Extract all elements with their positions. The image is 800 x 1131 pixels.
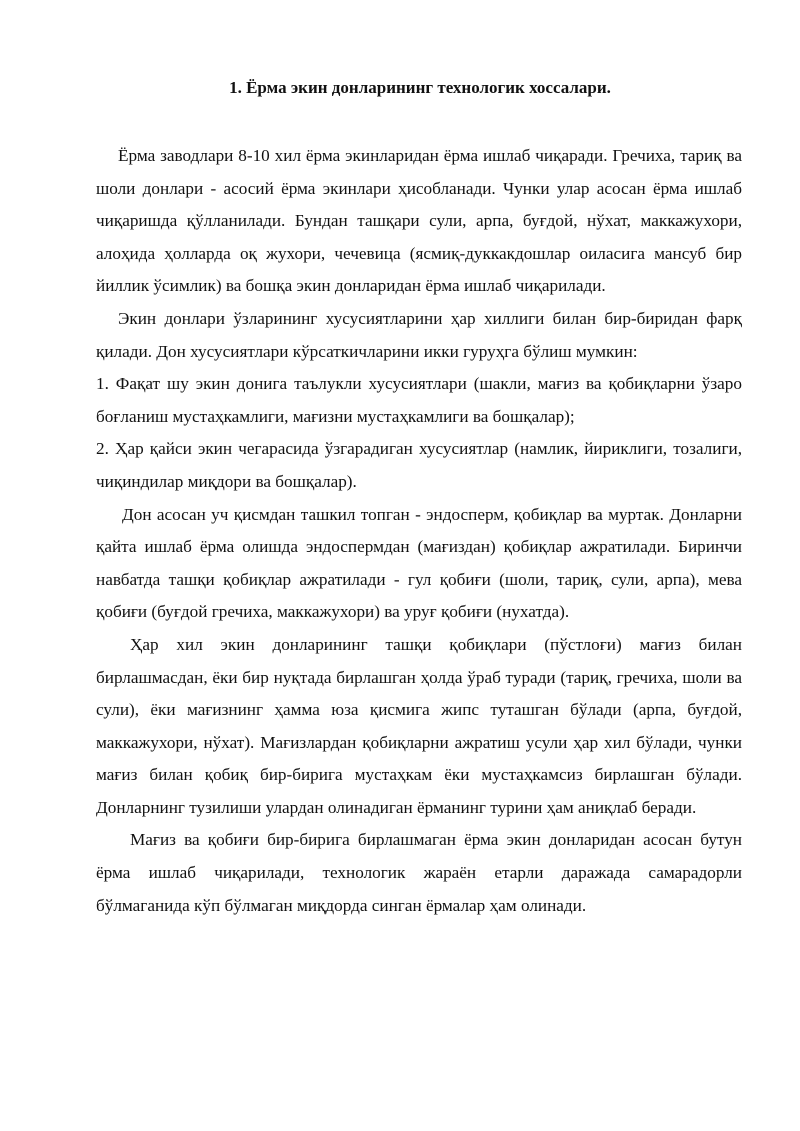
- paragraph-list-item-2: 2. Ҳар қайси экин чегарасида ўзгарадиган хусусиятлар (намлик, йириклиги, тозалиги, чиқиндилар миқдори ва бошқалар).: [96, 439, 742, 491]
- paragraph-whole-groats: Мағиз ва қобиғи бир-бирига бирлашмаган ёрма экин донларидан асосан бутун ёрма ишлаб чиқарилади, технологик жараён етарли даражада самарадорли бўлмаганида кўп бўлмаган миқдорда синган ёрмалар ҳам олинади.: [96, 830, 742, 915]
- paragraph-outer-husks: Ҳар хил экин донларининг ташқи қобиқлари (пўстлоғи) мағиз билан бирлашмасдан, ёки бир нуқтада бирлашган ҳолда ўраб туради (тариқ, гречиха, шоли ва сули), ёки мағизнинг ҳамма юза қисмига жипс туташган бўлади (арпа, буғдой, маккажухори, нўхат). Мағизлардан қобиқларни ажратиш усули ҳар хил бўлади, чунки мағиз билан қобиқ бир-бирига мустаҳкам ёки мустаҳкамсиз бирлашган бўлади. Донларнинг тузилиши улардан олинадиган ёрманинг турини ҳам аниқлаб беради.: [96, 634, 742, 817]
- document-body: [96, 140, 742, 922]
- document-title: 1. Ёрма экин донларининг технологик хоссалари.: [229, 78, 611, 97]
- paragraph-grain-properties: Экин донлари ўзларининг хусусиятларини ҳар хиллиги билан бир-биридан фарқ қилади. Дон хусусиятлари кўрсаткичларини икки гуруҳга бўлиш мумкин:: [96, 308, 742, 361]
- paragraph-grain-mills: Ёрма заводлари 8-10 хил ёрма экинларидан ёрма ишлаб чиқаради. Гречиха, тариқ ва шоли донлари - асосий ёрма экинлари ҳисобланади. Чунки улар асосан ёрма ишлаб чиқаришда қўлланилади. Бундан ташқари сули, арпа, буғдой, нўхат, маккажухори, алоҳида ҳолларда оқ жухори, чечевица (ясмиқ-дуккакдошлар оиласига мансуб бир йиллик ўсимлик) ва бошқа экин донларидан ёрма ишлаб чиқарилади.: [96, 146, 742, 296]
- paragraph-grain-structure: Дон асосан уч қисмдан ташкил топган - эндосперм, қобиқлар ва муртак. Донларни қайта ишлаб ёрма олишда эндоспермдан (мағиздан) қобиқлар ажратилади. Биринчи навбатда ташқи қобиқлар ажратилади - гул қобиғи (шоли, тариқ, сули, арпа), мева қобиғи (буғдой гречиха, маккажухори) ва уруғ қобиғи (нухатда).: [96, 504, 742, 622]
- paragraph-list-item-1: 1. Фақат шу экин донига таълукли хусусиятлари (шакли, мағиз ва қобиқларни ўзаро боғланиш мустаҳкамлиги, мағизни мустаҳкамлиги ва бошқалар);: [96, 374, 742, 426]
